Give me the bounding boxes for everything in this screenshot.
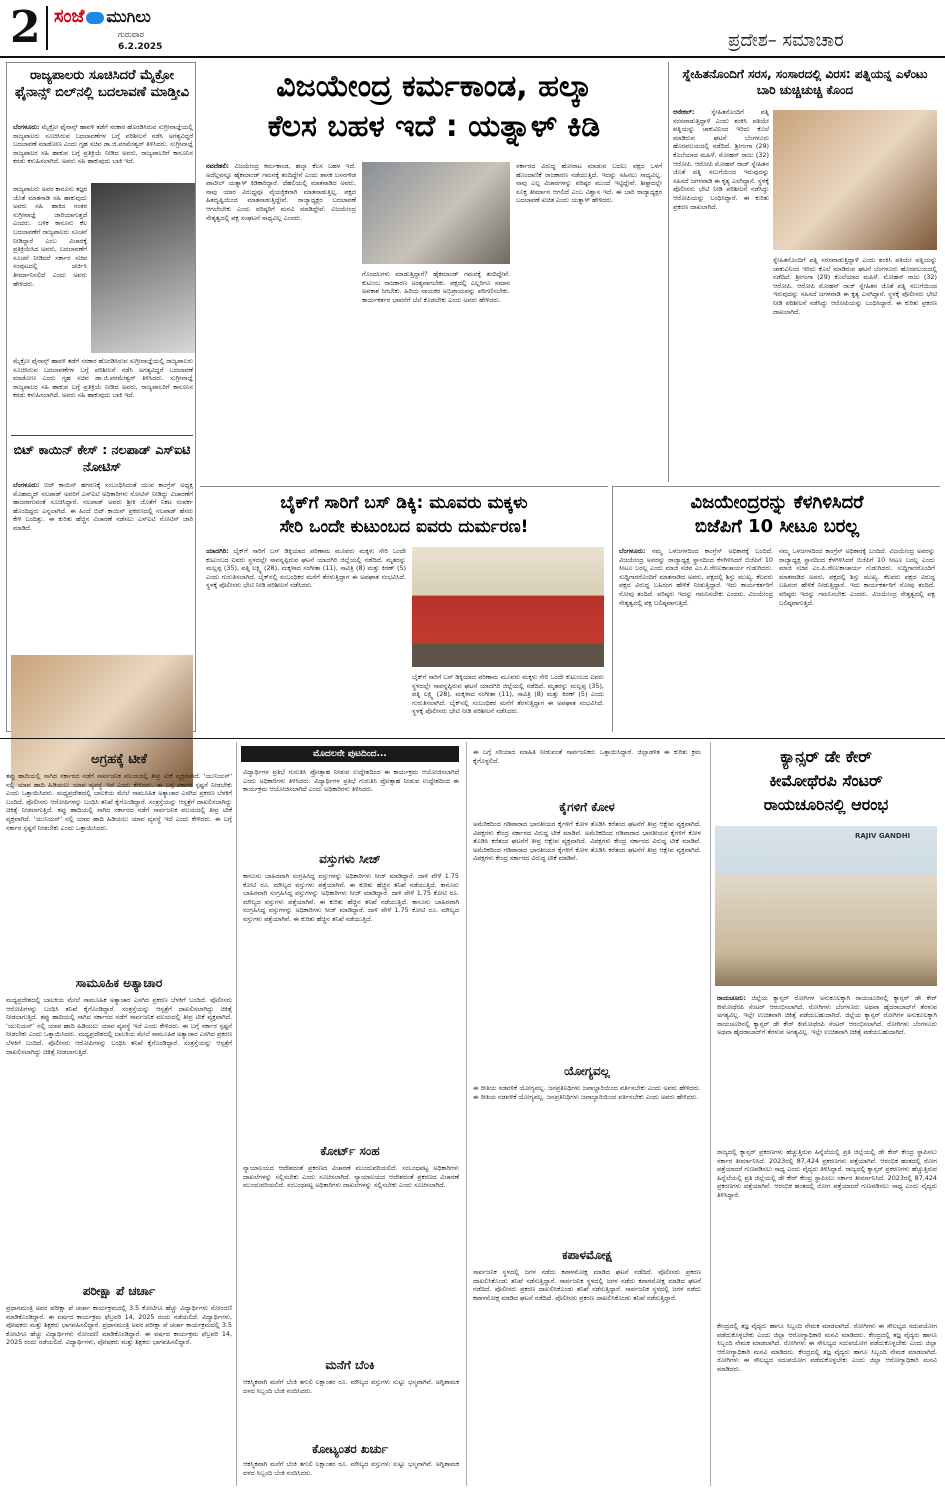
lower-mid-subhead-4: ಕೋಟ್ಯಂತರ ಖರ್ಚು: [312, 1442, 388, 1456]
bjp-dateline: ಬೆಂಗಳೂರು:: [619, 547, 646, 555]
lower-center-subhead-2: ಯೋಗ್ಯವಲ್ಲ: [564, 1064, 610, 1078]
bjp-headline-1: ವಿಜಯೇಂದ್ರರನ್ನು ಕೆಳಗಿಳಿಸಿದರೆ: [690, 492, 864, 513]
left-story-dateline: ಬೆಂಗಳೂರು:: [13, 123, 40, 131]
cancer-text-3: ಕೇಂದ್ರದಲ್ಲಿ ತಜ್ಞ ವೈದ್ಯರು ಹಾಗೂ ಸಿಬ್ಬಂದಿ ನೇಮಕ ಮಾಡಲಾಗಿದೆ. ರೋಗಿಗಳು ಈ ಸೌಲಭ್ಯದ ಸದುಪಯೋಗ ಪಡೆದುಕೊಳ್ಳಬೇಕು ಎಂದು ಜಿಲ್ಲಾ ಆರೋಗ್ಯಾಧಿಕಾರಿ ಮನವಿ ಮಾಡಿದರು. ಕೇಂದ್ರದಲ್ಲಿ ತಜ್ಞ ವೈದ್ಯರು ಹಾಗೂ ಸಿಬ್ಬಂದಿ ನೇಮಕ ಮಾಡಲಾಗಿದೆ. ರೋಗಿಗಳು ಈ ಸೌಲಭ್ಯದ ಸದುಪಯೋಗ ಪಡೆದುಕೊಳ್ಳಬೇಕು ಎಂದು ಜಿಲ್ಲಾ ಆರೋಗ್ಯಾಧಿಕಾರಿ ಮನವಿ ಮಾಡಿದರು. ಕೇಂದ್ರದಲ್ಲಿ ತಜ್ಞ ವೈದ್ಯರು ಹಾಗೂ ಸಿಬ್ಬಂದಿ ನೇಮಕ ಮಾಡಲಾಗಿದೆ. ರೋಗಿಗಳು ಈ ಸೌಲಭ್ಯದ ಸದುಪಯೋಗ ಪಡೆದುಕೊಳ್ಳಬೇಕು ಎಂದು ಜಿಲ್ಲಾ ಆರೋಗ್ಯಾಧಿಕಾರಿ ಮನವಿ ಮಾಡಿದರು.: [717, 1322, 937, 1373]
lower-left-text-3: ಪ್ರಧಾನಮಂತ್ರಿ ಅವರ ಪರೀಕ್ಷಾ ಪೆ ಚರ್ಚಾ ಕಾರ್ಯಕ್ರಮದಲ್ಲಿ 3.5 ಕೋಟಿಗೂ ಹೆಚ್ಚು ವಿದ್ಯಾರ್ಥಿಗಳು ನೋಂದಣಿ ಮಾಡಿಕೊಂಡಿದ್ದಾರೆ. ಈ ವರ್ಷದ ಕಾರ್ಯಕ್ರಮ ಫೆಬ್ರವರಿ 14, 2025 ರಂದು ನಡೆಯಲಿದೆ. ವಿದ್ಯಾರ್ಥಿಗಳು, ಪೋಷಕರು ಮತ್ತು ಶಿಕ್ಷಕರು ಭಾಗವಹಿಸಲಿದ್ದಾರೆ. ಪ್ರಧಾನಮಂತ್ರಿ ಅವರ ಪರೀಕ್ಷಾ ಪೆ ಚರ್ಚಾ ಕಾರ್ಯಕ್ರಮದಲ್ಲಿ 3.5 ಕೋಟಿಗೂ ಹೆಚ್ಚು ವಿದ್ಯಾರ್ಥಿಗಳು ನೋಂದಣಿ ಮಾಡಿಕೊಂಡಿದ್ದಾರೆ. ಈ ವರ್ಷದ ಕಾರ್ಯಕ್ರಮ ಫೆಬ್ರವರಿ 14, 2025 ರಂದು ನಡೆಯಲಿದೆ. ವಿದ್ಯಾರ್ಥಿಗಳು, ಪೋಷಕರು ಮತ್ತು ಶಿಕ್ಷಕರು ಭಾಗವಹಿಸಲಿದ್ದಾರೆ.: [6, 1304, 232, 1347]
logo-word-mugilu: ಮುಗಿಲು: [106, 7, 151, 26]
bus-story: [200, 486, 608, 732]
bitcoin-headline: ಬಿಟ್ ಕಾಯಿನ್ ಕೇಸ್ : ನಲಪಾಡ್ ಎಸ್‌ಐಟಿ ನೋಟಿಸ್: [13, 442, 191, 474]
lead-col-1: [206, 162, 356, 462]
right-top-col-2: [773, 256, 937, 474]
bus-headline-2: ಸೇರಿ ಒಂದೇ ಕುಟುಂಬದ ಐವರು ದುರ್ಮರಣ!: [279, 517, 529, 537]
bus-dateline: ಯಾದಗಿರಿ:: [206, 547, 229, 555]
lower-left-subhead-1: ಸಾಮೂಹಿಕ ಅತ್ಯಾಚಾರ: [75, 976, 163, 990]
fold-rule: [0, 738, 945, 739]
bjp-story: [612, 486, 940, 732]
masthead-logo: [54, 6, 174, 30]
bus-text-2: ಬೈಕ್‌ಗೆ ಸಾರಿಗೆ ಬಸ್ ಡಿಕ್ಕಿಯಾದ ಪರಿಣಾಮ ಮೂವರು ಮಕ್ಕಳು ಸೇರಿ ಒಂದೇ ಕುಟುಂಬದ ಐವರು ಸ್ಥಳದಲ್ಲೇ ಸಾವನ್ನಪ್ಪಿರುವ ಘಟನೆ ಯಾದಗಿರಿ ಜಿಲ್ಲೆಯಲ್ಲಿ ನಡೆದಿದೆ. ಮೃತರನ್ನು ಮಲ್ಲಪ್ಪ (35), ಪತ್ನಿ ಲಕ್ಷ್ಮಿ (28), ಮಕ್ಕಳಾದ ಸಂಗೀತಾ (11), ಸಾವಿತ್ರಿ (8) ಮತ್ತು ಕಿರಣ್ (5) ಎಂದು ಗುರುತಿಸಲಾಗಿದೆ. ಬೈಕ್‌ನಲ್ಲಿ ಸಂಬಂಧಿಕರ ಮನೆಗೆ ತೆರಳುತ್ತಿದ್ದಾಗ ಈ ಅಪಘಾತ ಸಂಭವಿಸಿದೆ. ಸ್ಥಳಕ್ಕೆ ಪೊಲೀಸರು ಭೇಟಿ ನೀಡಿ ಪರಿಶೀಲನೆ ನಡೆಸಿದರು.: [412, 673, 604, 716]
masthead-rule: [0, 56, 945, 58]
lower-mid-text-3: ನ್ಯಾಯಾಲಯದ ಆದೇಶದಂತೆ ಪ್ರಕರಣದ ವಿಚಾರಣೆ ಮುಂದುವರಿಯಲಿದೆ. ಸಂಬಂಧಪಟ್ಟ ಅಧಿಕಾರಿಗಳು ದಾಖಲೆಗಳನ್ನು ಸಲ್ಲಿಸಬೇಕು ಎಂದು ಸೂಚಿಸಲಾಗಿದೆ. ನ್ಯಾಯಾಲಯದ ಆದೇಶದಂತೆ ಪ್ರಕರಣದ ವಿಚಾರಣೆ ಮುಂದುವರಿಯಲಿದೆ. ಸಂಬಂಧಪಟ್ಟ ಅಧಿಕಾರಿಗಳು ದಾಖಲೆಗಳನ್ನು ಸಲ್ಲಿಸಬೇಕು ಎಂದು ಸೂಚಿಸಲಾಗಿದೆ.: [243, 1164, 459, 1190]
hospital-photo: [715, 826, 937, 986]
section-label: ಪ್ರದೇಶ– ಸಮಾಚಾರ: [728, 30, 844, 51]
left-story-text-1: ಮೈಕ್ರೋ ಫೈನಾನ್ಸ್ ಹಾವಳಿ ತಡೆಗೆ ಸರಕಾರ ಹೊರಡಿಸಿರುವ ಸುಗ್ರೀವಾಜ್ಞೆಯಲ್ಲಿ ರಾಜ್ಯಪಾಲರು ಸೂಚಿಸಿರುವ ಬದಲಾವಣೆಗಳ ಬಗ್ಗೆ ಪರಿಶೀಲನೆ ನಡೆಸಿ ಅಗತ್ಯವಿದ್ದರೆ ಬದಲಾವಣೆ ಮಾಡೋಣ ಎಂದು ಗೃಹ ಸಚಿವ ಡಾ.ಜಿ.ಪರಮೇಶ್ವರ್ ತಿಳಿಸಿದರು. ಸುಗ್ರೀವಾಜ್ಞೆ ರಾಜ್ಯಪಾಲರ ಸಹಿ ಹಾಕುವ ಬಗ್ಗೆ ಪ್ರತಿಕ್ರಿಯೆ ನೀಡಿದ ಅವರು, ರಾಜ್ಯಪಾಲರಿಗೆ ಕಾನೂನಿನ ಕರಡು ಕಳುಹಿಸಲಾಗಿದೆ. ಅವರು ಸಹಿ ಹಾಕುವುದು ಬಾಕಿ ಇದೆ.: [13, 123, 193, 166]
lead-text-2: ಗೊಂದಲಗಳು ಮಾಡುತ್ತಿದ್ದಾರೆ? ಹೈಕಮಾಂಡ್ ಗಮನಕ್ಕೆ ತಂದಿದ್ದೇವೆ. ಕುಟುಂಬ ರಾಜಕಾರಣ ಅಂತ್ಯವಾಗಬೇಕು. ಪಕ್ಷದಲ್ಲಿ ಎಲ್ಲರಿಗೂ ಸಮಾನ ಅವಕಾಶ ಸಿಗಬೇಕು. ಹಿರಿಯ ನಾಯಕರ ಅಭಿಪ್ರಾಯವನ್ನು ಪರಿಗಣಿಸಬೇಕು. ಕಾರ್ಯಕರ್ತರ ಭಾವನೆಗೆ ಬೆಲೆ ಕೊಡಬೇಕು ಎಂದು ಅವರು ಹೇಳಿದರು.: [362, 270, 510, 304]
page-number: 2: [10, 2, 41, 53]
bus-col-2: [412, 673, 604, 729]
lower-mid-text-1: ವಿದ್ಯಾರ್ಥಿಗಳ ಪ್ರತಿಭೆ ಗುರುತಿಸಿ ಪ್ರೋತ್ಸಾಹ ನೀಡುವ ಉದ್ದೇಶದಿಂದ ಈ ಕಾರ್ಯಕ್ರಮ ಆಯೋಜಿಸಲಾಗಿದೆ ಎಂದು ಅಧಿಕಾರಿಗಳು ತಿಳಿಸಿದರು. ವಿದ್ಯಾರ್ಥಿಗಳ ಪ್ರತಿಭೆ ಗುರುತಿಸಿ ಪ್ರೋತ್ಸಾಹ ನೀಡುವ ಉದ್ದೇಶದಿಂದ ಈ ಕಾರ್ಯಕ್ರಮ ಆಯೋಜಿಸಲಾಗಿದೆ ಎಂದು ಅಧಿಕಾರಿಗಳು ತಿಳಿಸಿದರು.: [243, 768, 459, 794]
cancer-dateline: ರಾಯಚೂರು:: [717, 994, 746, 1002]
cancer-story: [710, 742, 940, 1486]
lower-left-subhead-2: ಪರೀಕ್ಷಾ ಪೆ ಚರ್ಚಾ: [82, 1284, 156, 1298]
logo-word-sanje: ಸಂಜೆ: [54, 6, 85, 27]
bjp-text-2: ನಮ್ಮ ಒಳಜಗಳದಿಂದ ಕಾಂಗ್ರೆಸ್ ಅಧಿಕಾರಕ್ಕೆ ಬಂದಿದೆ. ವಿಜಯೇಂದ್ರ ಅವರನ್ನು ರಾಜ್ಯಾಧ್ಯಕ್ಷ ಸ್ಥಾನದಿಂದ ಕೆಳಗಿಳಿಸಿದರೆ ಬಿಜೆಪಿಗೆ 10 ಸೀಟೂ ಬರಲ್ಲ ಎಂದು ಮಾಜಿ ಸಚಿವ ಎಂ.ಪಿ.ರೇಣುಕಾಚಾರ್ಯ ಗುಡುಗಿದರು. ಸುದ್ದಿಗಾರರೊಂದಿಗೆ ಮಾತನಾಡಿದ ಅವರು, ಪಕ್ಷದಲ್ಲಿ ಶಿಸ್ತು ಮುಖ್ಯ. ಕೆಲವರು ಪಕ್ಷದ ವಿರುದ್ಧ ಬಹಿರಂಗ ಹೇಳಿಕೆ ನೀಡುತ್ತಿದ್ದಾರೆ. ಇದು ಕಾರ್ಯಕರ್ತರಿಗೆ ನೋವು ತಂದಿದೆ. ವರಿಷ್ಠರು ಇದನ್ನು ಗಮನಿಸಬೇಕು ಎಂದರು. ವಿಜಯೇಂದ್ರ ನೇತೃತ್ವದಲ್ಲಿ ಪಕ್ಷ ಬಲಿಷ್ಠವಾಗುತ್ತಿದೆ.: [779, 547, 935, 607]
left-story-body-cont: ಮೈಕ್ರೋ ಫೈನಾನ್ಸ್ ಹಾವಳಿ ತಡೆಗೆ ಸರಕಾರ ಹೊರಡಿಸಿರುವ ಸುಗ್ರೀವಾಜ್ಞೆಯಲ್ಲಿ ರಾಜ್ಯಪಾಲರು ಸೂಚಿಸಿರುವ ಬದಲಾವಣೆಗಳ ಬಗ್ಗೆ ಪರಿಶೀಲನೆ ನಡೆಸಿ ಅಗತ್ಯವಿದ್ದರೆ ಬದಲಾವಣೆ ಮಾಡೋಣ ಎಂದು ಗೃಹ ಸಚಿವ ಡಾ.ಜಿ.ಪರಮೇಶ್ವರ್ ತಿಳಿಸಿದರು. ಸುಗ್ರೀವಾಜ್ಞೆ ರಾಜ್ಯಪಾಲರ ಸಹಿ ಹಾಕುವ ಬಗ್ಗೆ ಪ್ರತಿಕ್ರಿಯೆ ನೀಡಿದ ಅವರು, ರಾಜ್ಯಪಾಲರಿಗೆ ಕಾನೂನಿನ ಕರಡು ಕಳುಹಿಸಲಾಗಿದೆ. ಅವರು ಸಹಿ ಹಾಕುವುದು ಬಾಕಿ ಇದೆ.: [13, 357, 193, 400]
masthead: [0, 0, 945, 60]
right-top-text-1: ಸ್ನೇಹಿತನೊಂದಿಗೆ ಪತ್ನಿ ಸರಸವಾಡುತ್ತಿದ್ದಾಳೆ ಎಂದು ಶಂಕಿಸಿ ಪತಿಯೇ ಪತ್ನಿಯನ್ನು ಚಾಕುವಿನಿಂದ ಇರಿದು ಕೊಲೆ ಮಾಡಿರುವ ಘಟನೆ ಬೆಂಗಳೂರು ಹೊರವಲಯದಲ್ಲಿ ನಡೆದಿದೆ. ಶ್ರೀಗಂಗಾ (29) ಕೊಲೆಯಾದ ಮಹಿಳೆ. ಮೋಹನ್ ರಾಜು (32) ಆರೋಪಿ. ಆರೋಪಿ ಮೋಹನ್ ರಾಜ್ ಸ್ನೇಹಿತನ ಜೊತೆ ಪತ್ನಿ ಸಲುಗೆಯಿಂದ ಇರುವುದನ್ನು ಸಹಿಸದೆ ಜಗಳವಾಡಿ ಈ ಕೃತ್ಯ ಎಸಗಿದ್ದಾನೆ. ಸ್ಥಳಕ್ಕೆ ಪೊಲೀಸರು ಭೇಟಿ ನೀಡಿ ಪರಿಶೀಲನೆ ನಡೆಸಿದ್ದು ಆರೋಪಿಯನ್ನು ಬಂಧಿಸಿದ್ದಾರೆ. ಈ ಕುರಿತು ಪ್ರಕರಣ ದಾಖಲಾಗಿದೆ.: [673, 108, 769, 211]
lower-left-column: [6, 742, 232, 1486]
bitcoin-text: ಬಿಟ್ ಕಾಯಿನ್ ಹಗರಣಕ್ಕೆ ಸಂಬಂಧಿಸಿದಂತೆ ಯುವ ಕಾಂಗ್ರೆಸ್ ಅಧ್ಯಕ್ಷ ಮೊಹಮ್ಮದ್ ನಲಪಾಡ್ ಅವರಿಗೆ ಎಸ್‌ಐಟಿ ಅಧಿಕಾರಿಗಳು ನೋಟಿಸ್ ನೀಡಿದ್ದು ವಿಚಾರಣೆಗೆ ಹಾಜರಾಗುವಂತೆ ಸೂಚಿಸಿದ್ದಾರೆ. ನಲಪಾಡ್ ಅವರು ಶ್ರೀಕಿ ಜೊತೆಗೆ ನಿಕಟ ಸಂಪರ್ಕ ಹೊಂದಿದ್ದರು ಎನ್ನಲಾಗಿದೆ. ಈ ಹಿಂದೆ ಬಿಟ್ ಕಾಯಿನ್ ಪ್ರಕರಣದಲ್ಲಿ ನಲಪಾಡ್ ಹೆಸರು ಕೇಳಿ ಬಂದಿತ್ತು. ಈ ಕುರಿತು ಹೆಚ್ಚಿನ ವಿಚಾರಣೆ ನಡೆಸಲು ಎಸ್‌ಐಟಿ ನೋಟಿಸ್ ಜಾರಿ ಮಾಡಿದೆ.: [13, 481, 193, 532]
cancer-text-1: ರಾಯಚೂರು: ಜಿಲ್ಲೆಯ ಕ್ಯಾನ್ಸರ್ ರೋಗಿಗಳ ಅನುಕೂಲಕ್ಕಾಗಿ ರಾಯಚೂರಿನಲ್ಲಿ ಕ್ಯಾನ್ಸರ್ ಡೇ ಕೇರ್ ಕೀಮೋಥೆರಪಿ ಸೆಂಟರ್ ಆರಂಭಿಸಲಾಗಿದೆ. ರೋಗಿಗಳು ಬೆಂಗಳೂರು ಅಥವಾ ಹೈದರಾಬಾದ್‌ಗೆ ತೆರಳುವ ಅಗತ್ಯವಿಲ್ಲ. ಇಲ್ಲೇ ಉಚಿತವಾಗಿ ಚಿಕಿತ್ಸೆ ಪಡೆಯಬಹುದಾಗಿದೆ. ಜಿಲ್ಲೆಯ ಕ್ಯಾನ್ಸರ್ ರೋಗಿಗಳ ಅನುಕೂಲಕ್ಕಾಗಿ ರಾಯಚೂರಿನಲ್ಲಿ ಕ್ಯಾನ್ಸರ್ ಡೇ ಕೇರ್ ಕೀಮೋಥೆರಪಿ ಸೆಂಟರ್ ಆರಂಭಿಸಲಾಗಿದೆ. ರೋಗಿಗಳು ಬೆಂಗಳೂರು ಅಥವಾ ಹೈದರಾಬಾದ್‌ಗೆ ತೆರಳುವ ಅಗತ್ಯವಿಲ್ಲ. ಇಲ್ಲೇ ಉಚಿತವಾಗಿ ಚಿಕಿತ್ಸೆ ಪಡೆಯಬಹುದಾಗಿದೆ.: [717, 994, 937, 1037]
lead-col-3: [516, 162, 662, 462]
cancer-headline-3: ರಾಯಚೂರಿನಲ್ಲಿ ಆರಂಭ: [763, 795, 889, 814]
right-top-headline: ಸ್ನೇಹಿತನೊಂದಿಗೆ ಸರಸ, ಸಂಸಾರದಲ್ಲಿ ವಿರಸ: ಪತ್ನಿಯನ್ನ ಎಳೆಂಟು ಬಾರಿ ಚುಚ್ಚಿಚುಚ್ಚಿ ಕೊಂದ: [682, 67, 928, 97]
cancer-headline-2: ಕೀಮೋಥೆರಪಿ ಸೆಂಟರ್: [769, 771, 883, 790]
bus-headline-1: ಬೈಕ್‌ಗೆ ಸಾರಿಗೆ ಬಸ್ ಡಿಕ್ಕಿ: ಮೂವರು ಮಕ್ಕಳು: [280, 493, 528, 513]
lower-left-headline: ಅಗ್ರಹಕ್ಕೆ ಟೀಕೆ: [91, 752, 147, 767]
lead-story: [200, 62, 664, 482]
bitcoin-dateline: ಬೆಂಗಳೂರು:: [13, 481, 40, 489]
lower-mid-text-4: ಆಕಸ್ಮಿಕವಾಗಿ ಮನೆಗೆ ಬೆಂಕಿ ತಗುಲಿ ಲಕ್ಷಾಂತರ ರೂ. ಮೌಲ್ಯದ ವಸ್ತುಗಳು ಸುಟ್ಟು ಭಸ್ಮವಾಗಿವೆ. ಅಗ್ನಿಶಾಮಕ ದಳದ ಸಿಬ್ಬಂದಿ ಬೆಂಕಿ ನಂದಿಸಿದರು.: [243, 1378, 459, 1395]
lead-text-1: ವಿಜಯೇಂದ್ರ ಕರ್ಮಕಾಂಡ, ಹಲ್ಕಾ ಕೆಲಸ ಬಹಳ ಇದೆ. ಅದೆಲ್ಲವನ್ನೂ ಹೈಕಮಾಂಡ್ ಗಮನಕ್ಕೆ ತಂದಿದ್ದೇನೆ ಎಂದು ಶಾಸಕ ಬಸನಗೌಡ ಪಾಟೀಲ್ ಯತ್ನಾಳ್ ಕಿಡಿಕಾರಿದ್ದಾರೆ. ದೆಹಲಿಯಲ್ಲಿ ಮಾತನಾಡಿದ ಅವರು, ನಾವು ಯಾರ ವಿರುದ್ಧವೂ ವೈಯಕ್ತಿಕವಾಗಿ ಮಾತನಾಡುತ್ತಿಲ್ಲ. ಪಕ್ಷದ ಹಿತದೃಷ್ಟಿಯಿಂದ ಮಾತನಾಡುತ್ತಿದ್ದೇವೆ. ರಾಜ್ಯಾಧ್ಯಕ್ಷರ ಬದಲಾವಣೆ ಆಗಲೇಬೇಕು ಎಂದು ವರಿಷ್ಠರಿಗೆ ಮನವಿ ಮಾಡಿದ್ದೇವೆ. ವಿಜಯೇಂದ್ರ ನೇತೃತ್ವದಲ್ಲಿ ಪಕ್ಷ ಸಂಘಟನೆ ಸಾಧ್ಯವಿಲ್ಲ ಎಂದರು.: [206, 162, 356, 222]
continued-ribbon: ಮೊದಲನೇ ಪುಟದಿಂದ...: [241, 746, 459, 762]
lower-left-text-2: ಮಧ್ಯಪ್ರದೇಶದಲ್ಲಿ ಬಾಲಕಿಯ ಮೇಲೆ ಸಾಮೂಹಿಕ ಅತ್ಯಾಚಾರ ಎಸಗಿದ ಪ್ರಕರಣ ಬೆಳಕಿಗೆ ಬಂದಿದೆ. ಪೊಲೀಸರು ಆರೋಪಿಗಳನ್ನು ಬಂಧಿಸಿ ತನಿಖೆ ಕೈಗೊಂಡಿದ್ದಾರೆ. ಸಂತ್ರಸ್ತೆಯನ್ನು ಆಸ್ಪತ್ರೆಗೆ ದಾಖಲಿಸಲಾಗಿದ್ದು ಚಿಕಿತ್ಸೆ ನೀಡಲಾಗುತ್ತಿದೆ. ತಪ್ಪು ಹಾದಿಯಲ್ಲಿ ಸಾಗಿದ ಸರ್ಕಾರದ ನಡೆಗೆ ಸಾರ್ವಜನಿಕ ವಲಯದಲ್ಲಿ ತೀವ್ರ ಟೀಕೆ ವ್ಯಕ್ತವಾಗಿದೆ. 'ಯುನಿಯನ್' ನಲ್ಲಿ ಯಾವ ಹಾದಿ ಹಿಡಿಯಲು ಯಾವ ವ್ಯವಸ್ಥೆ ಇದೆ ಎಂದು ಕೇಳಿದರು. ಈ ಬಗ್ಗೆ ಸರ್ಕಾರ ಸ್ಪಷ್ಟನೆ ನೀಡಬೇಕು ಎಂದು ಒತ್ತಾಯಿಸಿದರು. ಮಧ್ಯಪ್ರದೇಶದಲ್ಲಿ ಬಾಲಕಿಯ ಮೇಲೆ ಸಾಮೂಹಿಕ ಅತ್ಯಾಚಾರ ಎಸಗಿದ ಪ್ರಕರಣ ಬೆಳಕಿಗೆ ಬಂದಿದೆ. ಪೊಲೀಸರು ಆರೋಪಿಗಳನ್ನು ಬಂಧಿಸಿ ತನಿಖೆ ಕೈಗೊಂಡಿದ್ದಾರೆ. ಸಂತ್ರಸ್ತೆಯನ್ನು ಆಸ್ಪತ್ರೆಗೆ ದಾಖಲಿಸಲಾಗಿದ್ದು ಚಿಕಿತ್ಸೆ ನೀಡಲಾಗುತ್ತಿದೆ.: [6, 996, 232, 1056]
lower-mid-column: [236, 742, 462, 1486]
right-top-text-2: ಸ್ನೇಹಿತನೊಂದಿಗೆ ಪತ್ನಿ ಸರಸವಾಡುತ್ತಿದ್ದಾಳೆ ಎಂದು ಶಂಕಿಸಿ ಪತಿಯೇ ಪತ್ನಿಯನ್ನು ಚಾಕುವಿನಿಂದ ಇರಿದು ಕೊಲೆ ಮಾಡಿರುವ ಘಟನೆ ಬೆಂಗಳೂರು ಹೊರವಲಯದಲ್ಲಿ ನಡೆದಿದೆ. ಶ್ರೀಗಂಗಾ (29) ಕೊಲೆಯಾದ ಮಹಿಳೆ. ಮೋಹನ್ ರಾಜು (32) ಆರೋಪಿ. ಆರೋಪಿ ಮೋಹನ್ ರಾಜ್ ಸ್ನೇಹಿತನ ಜೊತೆ ಪತ್ನಿ ಸಲುಗೆಯಿಂದ ಇರುವುದನ್ನು ಸಹಿಸದೆ ಜಗಳವಾಡಿ ಈ ಕೃತ್ಯ ಎಸಗಿದ್ದಾನೆ. ಸ್ಥಳಕ್ಕೆ ಪೊಲೀಸರು ಭೇಟಿ ನೀಡಿ ಪರಿಶೀಲನೆ ನಡೆಸಿದ್ದು ಆರೋಪಿಯನ್ನು ಬಂಧಿಸಿದ್ದಾರೆ. ಈ ಕುರಿತು ಪ್ರಕರಣ ದಾಖಲಾಗಿದೆ.: [773, 256, 937, 316]
lower-center-text-3: ಈ ರೀತಿಯ ನಡವಳಿಕೆ ಯೋಗ್ಯವಲ್ಲ. ಜನಪ್ರತಿನಿಧಿಗಳು ಜವಾಬ್ದಾರಿಯಿಂದ ವರ್ತಿಸಬೇಕು ಎಂದು ಅವರು ಹೇಳಿದರು. ಈ ರೀತಿಯ ನಡವಳಿಕೆ ಯೋಗ್ಯವಲ್ಲ. ಜನಪ್ರತಿನಿಧಿಗಳು ಜವಾಬ್ದಾರಿಯಿಂದ ವರ್ತಿಸಬೇಕು ಎಂದು ಅವರು ಹೇಳಿದರು.: [473, 1084, 701, 1101]
lead-dateline: ನವದೆಹಲಿ:: [206, 162, 230, 170]
lead-headline-1: ವಿಜಯೇಂದ್ರ ಕರ್ಮಕಾಂಡ, ಹಲ್ಕಾ: [276, 69, 592, 104]
left-story-body: [13, 123, 193, 179]
lower-center-subhead-3: ಕಪಾಳಮೋಕ್ಷ: [562, 1248, 612, 1262]
masthead-date: 6.2.2025: [118, 42, 163, 52]
couple-photo: [773, 110, 937, 250]
bjp-col-2: [779, 547, 935, 729]
lower-center-text-4: ಸಾರ್ವಜನಿಕ ಸ್ಥಳದಲ್ಲಿ ಜಗಳ ನಡೆದು ಕಪಾಳಮೋಕ್ಷ ಮಾಡಿದ ಘಟನೆ ನಡೆದಿದೆ. ಪೊಲೀಸರು ಪ್ರಕರಣ ದಾಖಲಿಸಿಕೊಂಡು ತನಿಖೆ ನಡೆಸುತ್ತಿದ್ದಾರೆ. ಸಾರ್ವಜನಿಕ ಸ್ಥಳದಲ್ಲಿ ಜಗಳ ನಡೆದು ಕಪಾಳಮೋಕ್ಷ ಮಾಡಿದ ಘಟನೆ ನಡೆದಿದೆ. ಪೊಲೀಸರು ಪ್ರಕರಣ ದಾಖಲಿಸಿಕೊಂಡು ತನಿಖೆ ನಡೆಸುತ್ತಿದ್ದಾರೆ. ಸಾರ್ವಜನಿಕ ಸ್ಥಳದಲ್ಲಿ ಜಗಳ ನಡೆದು ಕಪಾಳಮೋಕ್ಷ ಮಾಡಿದ ಘಟನೆ ನಡೆದಿದೆ. ಪೊಲೀಸರು ಪ್ರಕರಣ ದಾಖಲಿಸಿಕೊಂಡು ತನಿಖೆ ನಡೆಸುತ್ತಿದ್ದಾರೆ.: [473, 1268, 701, 1302]
yatnal-photo: [362, 162, 510, 264]
lower-center-column: [466, 742, 706, 1486]
bitcoin-body: [13, 481, 193, 651]
bus-photo: [412, 547, 604, 667]
cloud-icon: [86, 12, 104, 24]
right-top-col-1: [673, 108, 769, 474]
left-story-body-wrap: [13, 185, 87, 355]
lower-mid-subhead-2: ಕೋರ್ಟ್ ಸಂಹ: [320, 1144, 380, 1158]
lower-mid-subhead-3: ಮನೆಗೆ ಬೆಂಕಿ: [325, 1358, 375, 1372]
masthead-divider: [46, 6, 48, 50]
right-top-dateline: ಆನೇಕಲ್:: [673, 108, 695, 116]
bjp-text-1: ನಮ್ಮ ಒಳಜಗಳದಿಂದ ಕಾಂಗ್ರೆಸ್ ಅಧಿಕಾರಕ್ಕೆ ಬಂದಿದೆ. ವಿಜಯೇಂದ್ರ ಅವರನ್ನು ರಾಜ್ಯಾಧ್ಯಕ್ಷ ಸ್ಥಾನದಿಂದ ಕೆಳಗಿಳಿಸಿದರೆ ಬಿಜೆಪಿಗೆ 10 ಸೀಟೂ ಬರಲ್ಲ ಎಂದು ಮಾಜಿ ಸಚಿವ ಎಂ.ಪಿ.ರೇಣುಕಾಚಾರ್ಯ ಗುಡುಗಿದರು. ಸುದ್ದಿಗಾರರೊಂದಿಗೆ ಮಾತನಾಡಿದ ಅವರು, ಪಕ್ಷದಲ್ಲಿ ಶಿಸ್ತು ಮುಖ್ಯ. ಕೆಲವರು ಪಕ್ಷದ ವಿರುದ್ಧ ಬಹಿರಂಗ ಹೇಳಿಕೆ ನೀಡುತ್ತಿದ್ದಾರೆ. ಇದು ಕಾರ್ಯಕರ್ತರಿಗೆ ನೋವು ತಂದಿದೆ. ವರಿಷ್ಠರು ಇದನ್ನು ಗಮನಿಸಬೇಕು ಎಂದರು. ವಿಜಯೇಂದ್ರ ನೇತೃತ್ವದಲ್ಲಿ ಪಕ್ಷ ಬಲಿಷ್ಠವಾಗುತ್ತಿದೆ.: [619, 547, 773, 607]
left-divider: [11, 435, 193, 436]
cancer-headline-1: ಕ್ಯಾನ್ಸರ್ ಡೇ ಕೇರ್: [780, 747, 872, 766]
lower-left-text-1: ತಪ್ಪು ಹಾದಿಯಲ್ಲಿ ಸಾಗಿದ ಸರ್ಕಾರದ ನಡೆಗೆ ಸಾರ್ವಜನಿಕ ವಲಯದಲ್ಲಿ ತೀವ್ರ ಟೀಕೆ ವ್ಯಕ್ತವಾಗಿದೆ. 'ಯುನಿಯನ್' ನಲ್ಲಿ ಯಾವ ಹಾದಿ ಹಿಡಿಯಲು ಯಾವ ವ್ಯವಸ್ಥೆ ಇದೆ ಎಂದು ಕೇಳಿದರು. ಈ ಬಗ್ಗೆ ಸರ್ಕಾರ ಸ್ಪಷ್ಟನೆ ನೀಡಬೇಕು ಎಂದು ಒತ್ತಾಯಿಸಿದರು. ಮಧ್ಯಪ್ರದೇಶದಲ್ಲಿ ಬಾಲಕಿಯ ಮೇಲೆ ಸಾಮೂಹಿಕ ಅತ್ಯಾಚಾರ ಎಸಗಿದ ಪ್ರಕರಣ ಬೆಳಕಿಗೆ ಬಂದಿದೆ. ಪೊಲೀಸರು ಆರೋಪಿಗಳನ್ನು ಬಂಧಿಸಿ ತನಿಖೆ ಕೈಗೊಂಡಿದ್ದಾರೆ. ಸಂತ್ರಸ್ತೆಯನ್ನು ಆಸ್ಪತ್ರೆಗೆ ದಾಖಲಿಸಲಾಗಿದ್ದು ಚಿಕಿತ್ಸೆ ನೀಡಲಾಗುತ್ತಿದೆ. ತಪ್ಪು ಹಾದಿಯಲ್ಲಿ ಸಾಗಿದ ಸರ್ಕಾರದ ನಡೆಗೆ ಸಾರ್ವಜನಿಕ ವಲಯದಲ್ಲಿ ತೀವ್ರ ಟೀಕೆ ವ್ಯಕ್ತವಾಗಿದೆ. 'ಯುನಿಯನ್' ನಲ್ಲಿ ಯಾವ ಹಾದಿ ಹಿಡಿಯಲು ಯಾವ ವ್ಯವಸ್ಥೆ ಇದೆ ಎಂದು ಕೇಳಿದರು. ಈ ಬಗ್ಗೆ ಸರ್ಕಾರ ಸ್ಪಷ್ಟನೆ ನೀಡಬೇಕು ಎಂದು ಒತ್ತಾಯಿಸಿದರು.: [6, 772, 232, 832]
bjp-col-1: [619, 547, 773, 729]
lead-col-2: [362, 270, 510, 462]
right-top-story: [668, 62, 940, 482]
lower-mid-text-5: ಆಕಸ್ಮಿಕವಾಗಿ ಮನೆಗೆ ಬೆಂಕಿ ತಗುಲಿ ಲಕ್ಷಾಂತರ ರೂ. ಮೌಲ್ಯದ ವಸ್ತುಗಳು ಸುಟ್ಟು ಭಸ್ಮವಾಗಿವೆ. ಅಗ್ನಿಶಾಮಕ ದಳದ ಸಿಬ್ಬಂದಿ ಬೆಂಕಿ ನಂದಿಸಿದರು.: [243, 1460, 459, 1477]
masthead-weekday: ಗುರುವಾರ: [118, 30, 144, 39]
lower-center-text-2: ಅಮೆರಿಕದಿಂದ ಗಡಿಪಾರಾದ ಭಾರತೀಯರ ಕೈಗಳಿಗೆ ಕೋಳ ತೊಡಿಸಿ ಕರೆತಂದ ಘಟನೆಗೆ ತೀವ್ರ ಆಕ್ಷೇಪ ವ್ಯಕ್ತವಾಗಿದೆ. ವಿಪಕ್ಷಗಳು ಕೇಂದ್ರ ಸರ್ಕಾರದ ವಿರುದ್ಧ ಟೀಕೆ ಮಾಡಿವೆ. ಅಮೆರಿಕದಿಂದ ಗಡಿಪಾರಾದ ಭಾರತೀಯರ ಕೈಗಳಿಗೆ ಕೋಳ ತೊಡಿಸಿ ಕರೆತಂದ ಘಟನೆಗೆ ತೀವ್ರ ಆಕ್ಷೇಪ ವ್ಯಕ್ತವಾಗಿದೆ. ವಿಪಕ್ಷಗಳು ಕೇಂದ್ರ ಸರ್ಕಾರದ ವಿರುದ್ಧ ಟೀಕೆ ಮಾಡಿವೆ. ಅಮೆರಿಕದಿಂದ ಗಡಿಪಾರಾದ ಭಾರತೀಯರ ಕೈಗಳಿಗೆ ಕೋಳ ತೊಡಿಸಿ ಕರೆತಂದ ಘಟನೆಗೆ ತೀವ್ರ ಆಕ್ಷೇಪ ವ್ಯಕ್ತವಾಗಿದೆ. ವಿಪಕ್ಷಗಳು ಕೇಂದ್ರ ಸರ್ಕಾರದ ವಿರುದ್ಧ ಟೀಕೆ ಮಾಡಿವೆ.: [473, 820, 701, 863]
bjp-headline-2: ಬಿಜೆಪಿಗೆ 10 ಸೀಟೂ ಬರಲ್ಲ: [694, 516, 860, 537]
lower-center-subhead-1: ಕೈಗಳಿಗೆ ಕೋಳ: [559, 800, 615, 814]
lead-text-3: ಸರ್ಕಾರದ ವಿರುದ್ಧ ಹೋರಾಟ ಮಾಡುವ ಬದಲು ಪಕ್ಷದ ಒಳಗೆ ಹೊಂದಾಣಿಕೆ ರಾಜಕಾರಣ ನಡೆಯುತ್ತಿದೆ. ಇದನ್ನು ಸಹಿಸಲು ಸಾಧ್ಯವಿಲ್ಲ. ನಾವು ಎಲ್ಲ ವಿಚಾರಗಳನ್ನು ವರಿಷ್ಠರ ಮುಂದೆ ಇಟ್ಟಿದ್ದೇವೆ. ಶೀಘ್ರದಲ್ಲೇ ಸೂಕ್ತ ತೀರ್ಮಾನ ಆಗಲಿದೆ ಎಂಬ ವಿಶ್ವಾಸ ಇದೆ. ಈ ಬಾರಿ ರಾಜ್ಯಾಧ್ಯಕ್ಷರ ಬದಲಾವಣೆ ಖಚಿತ ಎಂದು ಯತ್ನಾಳ್ ಹೇಳಿದರು.: [516, 162, 662, 205]
left-story-headline: ರಾಜ್ಯಪಾಲರು ಸೂಚಿಸಿದರೆ ಮೈಕ್ರೋ ಫೈನಾನ್ಸ್ ಬಿಲ್‌ನಲ್ಲಿ ಬದಲಾವಣೆ ಮಾಡ್ತೀವಿ: [15, 68, 189, 100]
bus-text-1: ಬೈಕ್‌ಗೆ ಸಾರಿಗೆ ಬಸ್ ಡಿಕ್ಕಿಯಾದ ಪರಿಣಾಮ ಮೂವರು ಮಕ್ಕಳು ಸೇರಿ ಒಂದೇ ಕುಟುಂಬದ ಐವರು ಸ್ಥಳದಲ್ಲೇ ಸಾವನ್ನಪ್ಪಿರುವ ಘಟನೆ ಯಾದಗಿರಿ ಜಿಲ್ಲೆಯಲ್ಲಿ ನಡೆದಿದೆ. ಮೃತರನ್ನು ಮಲ್ಲಪ್ಪ (35), ಪತ್ನಿ ಲಕ್ಷ್ಮಿ (28), ಮಕ್ಕಳಾದ ಸಂಗೀತಾ (11), ಸಾವಿತ್ರಿ (8) ಮತ್ತು ಕಿರಣ್ (5) ಎಂದು ಗುರುತಿಸಲಾಗಿದೆ. ಬೈಕ್‌ನಲ್ಲಿ ಸಂಬಂಧಿಕರ ಮನೆಗೆ ತೆರಳುತ್ತಿದ್ದಾಗ ಈ ಅಪಘಾತ ಸಂಭವಿಸಿದೆ. ಸ್ಥಳಕ್ಕೆ ಪೊಲೀಸರು ಭೇಟಿ ನೀಡಿ ಪರಿಶೀಲನೆ ನಡೆಸಿದರು.: [206, 547, 406, 590]
parameshwara-photo: [91, 183, 195, 353]
bus-col-1: [206, 547, 406, 729]
left-story-text-2: ರಾಜ್ಯಪಾಲರು ಅವರ ಕಾನೂನು ತಜ್ಞರ ಜೊತೆ ಮಾತನಾಡಿ ಸಹಿ ಹಾಕುವುದು ಅವರು ಸಹಿ ಹಾಕಿದ ನಂತರ ಸುಗ್ರೀವಾಜ್ಞೆ ಜಾರಿಯಾಗುತ್ತದೆ ಎಂದರು. ಬಳಿಕ ಕಾನೂನು ಕೆಲ ಬದಲಾವಣೆಗೆ ರಾಜ್ಯಪಾಲರು ಸೂಚನೆ ನೀಡಿದ್ದಾರೆ ಎಂಬ ವಿಚಾರಕ್ಕೆ ಪ್ರತಿಕ್ರಿಯಿಸಿದ ಅವರು, ಬದಲಾವಣೆಗೆ ಸೂಚನೆ ನೀಡಿದರೆ ಸರ್ಕಾರ ಸಚಿವ ಸಂಪುಟದಲ್ಲಿ ಚರ್ಚಿಸಿ ತೀರ್ಮಾನಿಸಲಿದೆ ಎಂದು ಅವರು ಹೇಳಿದರು.: [13, 185, 87, 288]
lower-center-text-1: ಈ ಬಗ್ಗೆ ಸರಿಯಾದ ಮಾಹಿತಿ ನೀಡುವಂತೆ ಸಾರ್ವಜನಿಕರು ಒತ್ತಾಯಿಸಿದ್ದಾರೆ. ಜಿಲ್ಲಾಡಳಿತ ಈ ಕುರಿತು ಕ್ರಮ ಕೈಗೊಳ್ಳಲಿದೆ.: [473, 748, 701, 765]
lower-mid-text-2: ಕಾನೂನು ಬಾಹಿರವಾಗಿ ಸಂಗ್ರಹಿಸಿದ್ದ ವಸ್ತುಗಳನ್ನು ಅಧಿಕಾರಿಗಳು ಸೀಜ್ ಮಾಡಿದ್ದಾರೆ. ದಾಳಿ ವೇಳೆ 1.75 ಕೋಟಿ ರೂ. ಮೌಲ್ಯದ ವಸ್ತುಗಳು ಪತ್ತೆಯಾಗಿವೆ. ಈ ಕುರಿತು ಹೆಚ್ಚಿನ ತನಿಖೆ ನಡೆಯುತ್ತಿದೆ. ಕಾನೂನು ಬಾಹಿರವಾಗಿ ಸಂಗ್ರಹಿಸಿದ್ದ ವಸ್ತುಗಳನ್ನು ಅಧಿಕಾರಿಗಳು ಸೀಜ್ ಮಾಡಿದ್ದಾರೆ. ದಾಳಿ ವೇಳೆ 1.75 ಕೋಟಿ ರೂ. ಮೌಲ್ಯದ ವಸ್ತುಗಳು ಪತ್ತೆಯಾಗಿವೆ. ಈ ಕುರಿತು ಹೆಚ್ಚಿನ ತನಿಖೆ ನಡೆಯುತ್ತಿದೆ. ಕಾನೂನು ಬಾಹಿರವಾಗಿ ಸಂಗ್ರಹಿಸಿದ್ದ ವಸ್ತುಗಳನ್ನು ಅಧಿಕಾರಿಗಳು ಸೀಜ್ ಮಾಡಿದ್ದಾರೆ. ದಾಳಿ ವೇಳೆ 1.75 ಕೋಟಿ ರೂ. ಮೌಲ್ಯದ ವಸ್ತುಗಳು ಪತ್ತೆಯಾಗಿವೆ. ಈ ಕುರಿತು ಹೆಚ್ಚಿನ ತನಿಖೆ ನಡೆಯುತ್ತಿದೆ.: [243, 872, 459, 923]
hospital-sign: RAJIV GANDHI: [855, 832, 911, 840]
lead-headline-2: ಕೆಲಸ ಬಹಳ ಇದೆ : ಯತ್ನಾಳ್ ಕಿಡಿ: [267, 109, 601, 144]
left-story-box: [6, 62, 196, 732]
lower-mid-subhead-1: ವಸ್ತುಗಳು ಸೀಜ್: [319, 852, 381, 866]
cancer-text-2: ರಾಜ್ಯದಲ್ಲಿ ಕ್ಯಾನ್ಸರ್ ಪ್ರಕರಣಗಳು ಹೆಚ್ಚುತ್ತಿರುವ ಹಿನ್ನೆಲೆಯಲ್ಲಿ ಪ್ರತಿ ಜಿಲ್ಲೆಯಲ್ಲಿ ಡೇ ಕೇರ್ ಕೇಂದ್ರ ಸ್ಥಾಪಿಸಲು ಸರ್ಕಾರ ತೀರ್ಮಾನಿಸಿದೆ. 2023ರಲ್ಲಿ 87,424 ಪ್ರಕರಣಗಳು ಪತ್ತೆಯಾಗಿವೆ. ಆರಂಭಿಕ ಹಂತದಲ್ಲಿ ರೋಗ ಪತ್ತೆಯಾದರೆ ಗುಣಪಡಿಸಲು ಸಾಧ್ಯ ಎಂದು ವೈದ್ಯರು ತಿಳಿಸಿದ್ದಾರೆ. ರಾಜ್ಯದಲ್ಲಿ ಕ್ಯಾನ್ಸರ್ ಪ್ರಕರಣಗಳು ಹೆಚ್ಚುತ್ತಿರುವ ಹಿನ್ನೆಲೆಯಲ್ಲಿ ಪ್ರತಿ ಜಿಲ್ಲೆಯಲ್ಲಿ ಡೇ ಕೇರ್ ಕೇಂದ್ರ ಸ್ಥಾಪಿಸಲು ಸರ್ಕಾರ ತೀರ್ಮಾನಿಸಿದೆ. 2023ರಲ್ಲಿ 87,424 ಪ್ರಕರಣಗಳು ಪತ್ತೆಯಾಗಿವೆ. ಆರಂಭಿಕ ಹಂತದಲ್ಲಿ ರೋಗ ಪತ್ತೆಯಾದರೆ ಗುಣಪಡಿಸಲು ಸಾಧ್ಯ ಎಂದು ವೈದ್ಯರು ತಿಳಿಸಿದ್ದಾರೆ.: [717, 1148, 937, 1199]
